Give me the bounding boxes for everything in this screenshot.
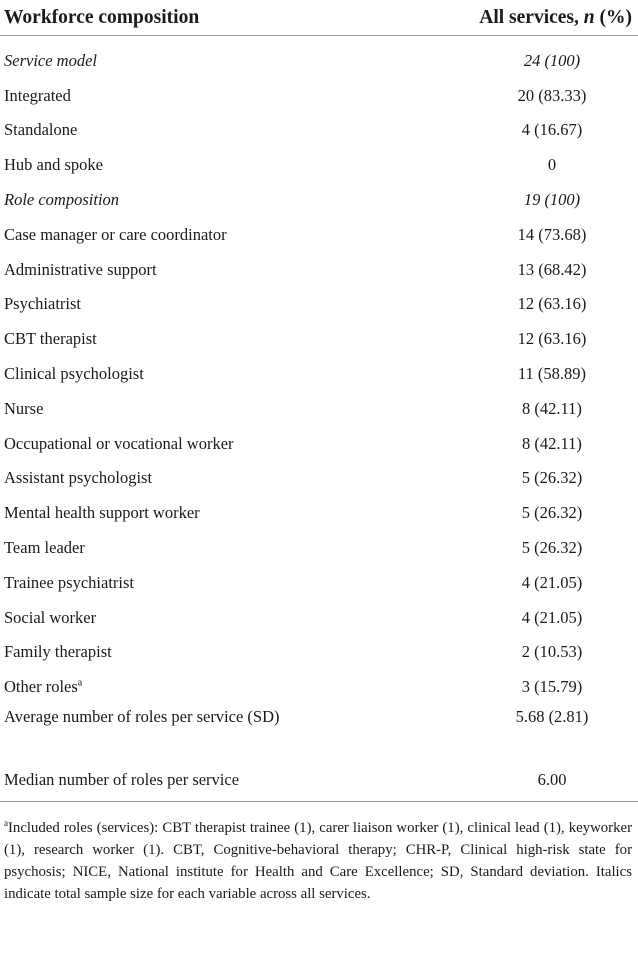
row-value: 11 (58.89) — [517, 364, 587, 384]
row-value: 19 (100) — [523, 190, 581, 210]
row-label — [0, 293, 300, 314]
table-row — [0, 391, 638, 426]
row-label — [0, 85, 300, 106]
row-label — [0, 119, 300, 140]
row-value: 6.00 — [537, 770, 567, 790]
row-label — [0, 433, 300, 454]
header-workforce-composition: Workforce composition — [4, 7, 200, 28]
row-label-text: Occupational or vocational worker — [4, 433, 234, 453]
table-row — [0, 113, 638, 148]
table-row — [0, 704, 638, 762]
row-label-text: Family therapist — [4, 642, 112, 662]
table-row — [0, 356, 638, 391]
row-label-text: Other roles — [4, 677, 78, 697]
row-label — [0, 706, 300, 727]
table-row — [0, 78, 638, 113]
row-value: 2 (10.53) — [521, 642, 583, 662]
table-row — [0, 600, 638, 635]
header-all-services — [479, 6, 632, 35]
row-label — [0, 363, 300, 384]
row-value: 5 (26.32) — [521, 538, 583, 558]
row-label — [0, 641, 300, 662]
row-value: 5.68 (2.81) — [515, 707, 589, 727]
table-header — [0, 0, 638, 36]
row-label-text: Nurse — [4, 398, 44, 418]
row-value: 3 (15.79) — [521, 677, 583, 697]
row-label — [0, 154, 300, 175]
table-row — [0, 287, 638, 322]
row-value: 5 (26.32) — [521, 468, 583, 488]
row-value: 4 (21.05) — [521, 607, 583, 627]
row-value: 0 — [547, 155, 557, 175]
row-value: 8 (42.11) — [522, 398, 582, 418]
table-row — [0, 530, 638, 565]
row-label-text: Clinical psychologist — [4, 364, 144, 384]
row-value: 14 (73.68) — [517, 224, 587, 244]
row-label-text: Standalone — [4, 120, 78, 140]
row-label-text: Trainee psychiatrist — [4, 572, 134, 592]
row-value: 4 (16.67) — [521, 120, 583, 140]
header-all-services-prefix: All services, — [479, 7, 584, 28]
row-value: 5 (26.32) — [521, 503, 583, 523]
footnote-marker: a — [77, 677, 83, 689]
row-label-text: Assistant psychologist — [4, 468, 153, 488]
row-label-text: Administrative support — [4, 259, 157, 279]
table-row — [0, 635, 638, 670]
row-label — [0, 502, 300, 523]
row-label — [0, 607, 300, 628]
row-label-text: Mental health support worker — [4, 503, 200, 523]
row-label-text: CBT therapist — [4, 329, 97, 349]
table-row — [0, 147, 638, 182]
header-n-italic: n — [583, 7, 595, 28]
row-value: 12 (63.16) — [517, 329, 587, 349]
row-label — [0, 676, 300, 697]
row-label-text: Average number of roles per service (SD) — [4, 707, 280, 727]
table-row — [0, 252, 638, 287]
table-row — [0, 217, 638, 252]
footnote-text: Included roles (services): CBT therapist trainee (1), carer liaison worker (1), clinical lead (1), keyworker (1), research worker (1). CBT, Cognitive-behavioral therapy; CHR-P, Clinical high-risk state for psychosis; NICE, National institute for Health and Care Excellence; SD, Standard deviation. Italics indicate total sample size for each variable across all services. — [4, 819, 632, 902]
row-label — [0, 572, 300, 593]
row-label — [0, 50, 300, 71]
table-row — [0, 565, 638, 600]
table-row — [0, 762, 638, 797]
row-label — [0, 769, 300, 790]
row-label-text: Psychiatrist — [4, 294, 81, 314]
table-footnote — [0, 802, 638, 905]
row-label — [0, 467, 300, 488]
table-row — [0, 495, 638, 530]
row-label-text: Median number of roles per service — [4, 770, 240, 790]
table-row — [0, 43, 638, 78]
table-row — [0, 426, 638, 461]
row-label — [0, 259, 300, 280]
table-row — [0, 321, 638, 356]
row-label-text: Social worker — [4, 607, 97, 627]
table-row — [0, 669, 638, 704]
row-label-text: Service model — [4, 50, 97, 70]
row-value: 4 (21.05) — [521, 572, 583, 592]
footnote-marker: a — [4, 818, 8, 829]
row-value: 13 (68.42) — [517, 259, 587, 279]
row-label — [0, 189, 300, 210]
table-body — [0, 36, 638, 797]
row-label — [0, 537, 300, 558]
row-label-text: Hub and spoke — [4, 155, 103, 175]
row-label — [0, 224, 300, 245]
row-value: 24 (100) — [523, 50, 581, 70]
row-label-text: Team leader — [4, 538, 85, 558]
row-value: 12 (63.16) — [517, 294, 587, 314]
table-row — [0, 182, 638, 217]
row-label — [0, 328, 300, 349]
row-label-text: Role composition — [4, 190, 120, 210]
row-label-text: Integrated — [4, 85, 71, 105]
header-all-services-suffix: (%) — [594, 7, 632, 28]
row-label-text: Case manager or care coordinator — [4, 224, 227, 244]
row-label — [0, 398, 300, 419]
table-row — [0, 461, 638, 496]
row-value: 8 (42.11) — [522, 433, 582, 453]
row-value: 20 (83.33) — [517, 85, 587, 105]
